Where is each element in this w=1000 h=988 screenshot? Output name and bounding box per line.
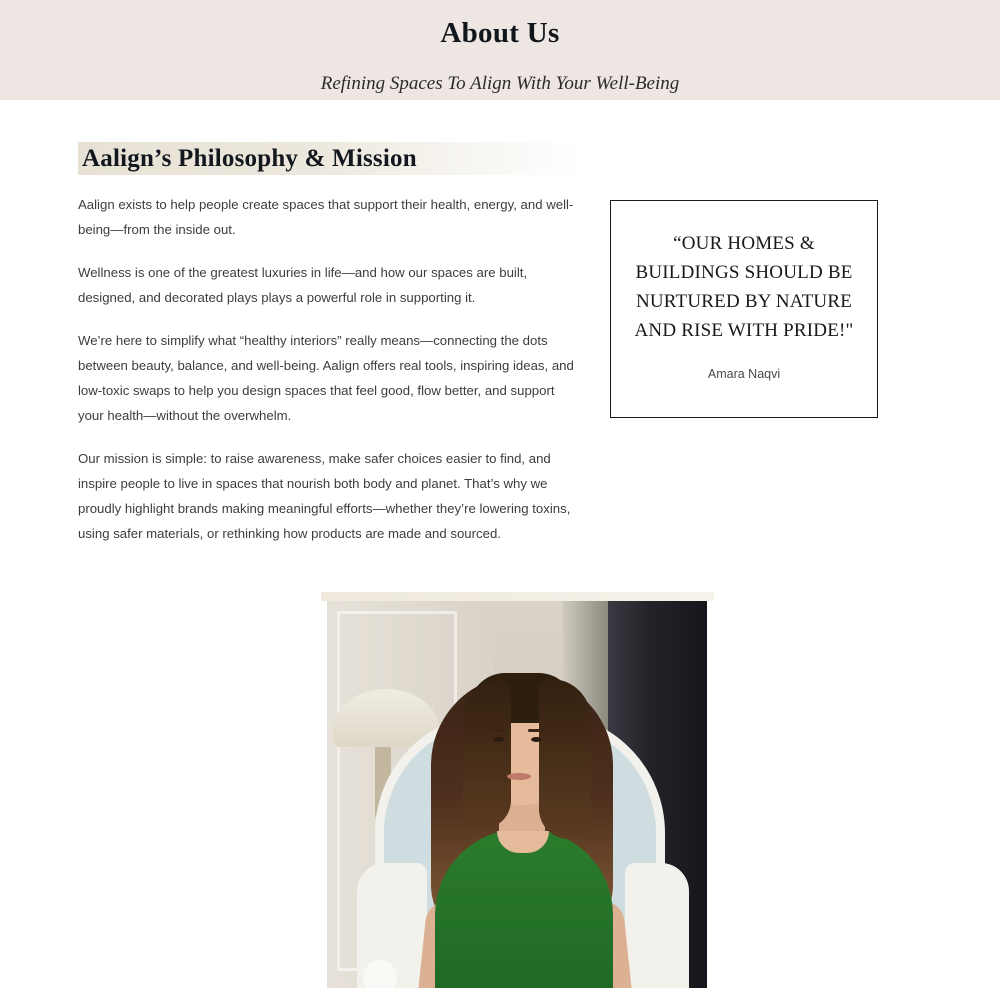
hair-front-right-shape	[539, 679, 591, 839]
hair-front-left-shape	[463, 679, 511, 829]
quote-text: “OUR HOMES & BUILDINGS SHOULD BE NURTURED BY NATURE AND RISE WITH PRIDE!"	[634, 233, 854, 341]
eye-left-shape	[493, 737, 504, 742]
paragraph: Our mission is simple: to raise awareness, make safer choices easier to find, and inspire people to live in spaces that nourish both body and planet. That’s why we proudly highlight brands making meaningful efforts—whether they’re lowering toxins, using safer materials, or rethinking how products are made and sourced.	[78, 451, 571, 541]
portrait-image	[327, 601, 707, 988]
page-subtitle: Refining Spaces To Align With Your Well-Being	[320, 72, 680, 94]
portrait-illustration	[327, 601, 707, 988]
portrait-figure	[321, 592, 714, 988]
section-heading: Aalign’s Philosophy & Mission	[82, 145, 417, 172]
page-title: About Us	[440, 17, 560, 49]
chair-arm-right-shape	[625, 863, 689, 988]
paragraph: We’re here to simplify what “healthy interiors” really means—connecting the dots between beauty, balance, and well-being. Aalign offers real tools, inspiring ideas, and low-toxic swaps to help you design spaces that feel good, flow better, and support your health—without the overwhelm.	[78, 333, 574, 423]
photo-badge-shape	[363, 960, 397, 988]
eyebrow-right-shape	[528, 729, 545, 732]
eyebrow-left-shape	[490, 729, 507, 732]
philosophy-body-text	[78, 192, 578, 546]
section-heading-banner	[78, 142, 578, 175]
paragraph: Wellness is one of the greatest luxuries in life—and how our spaces are built, designed, and decorated plays plays a powerful role in supporting it.	[78, 265, 528, 305]
eye-right-shape	[531, 737, 542, 742]
portrait-top-accent-bar	[321, 592, 714, 601]
paragraph: Aalign exists to help people create spaces that support their health, energy, and well-being—from the inside out.	[78, 197, 574, 237]
mouth-shape	[507, 773, 531, 780]
quote-card	[610, 200, 878, 418]
page-header	[0, 0, 1000, 100]
quote-attribution: Amara Naqvi	[707, 367, 781, 381]
